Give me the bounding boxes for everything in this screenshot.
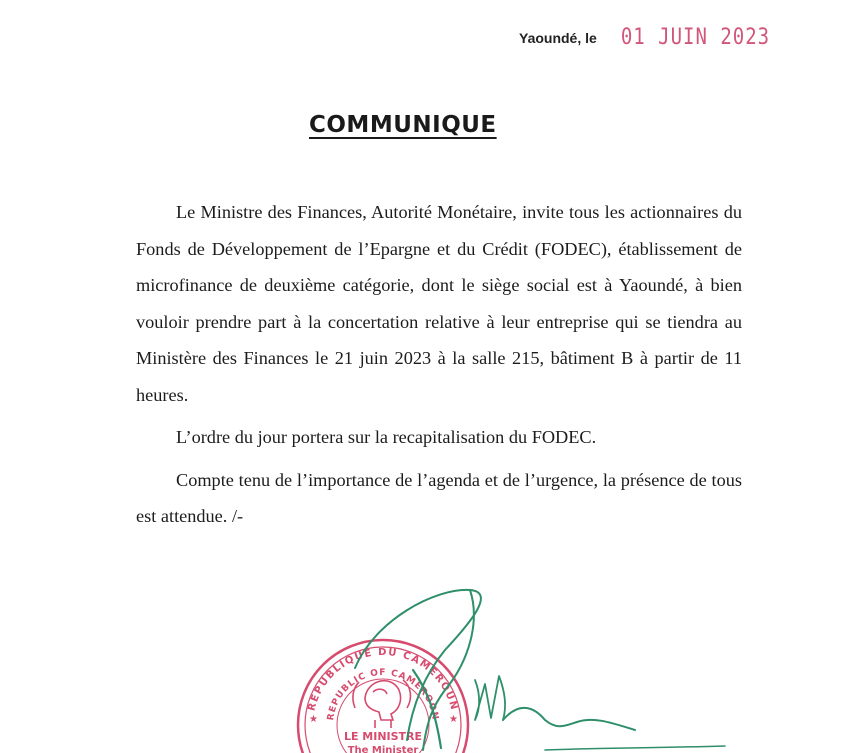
- seal-title-en: The Minister: [347, 745, 419, 753]
- document-title: COMMUNIQUE: [309, 112, 497, 138]
- communique-body: [136, 194, 742, 535]
- svg-text:★: ★: [449, 714, 458, 725]
- signature-block: [295, 580, 745, 753]
- seal-ring-text-en: REPUBLIC OF CAMEROON: [326, 667, 440, 722]
- date-stamp: 01 JUIN 2023: [620, 24, 771, 50]
- svg-text:★: ★: [309, 714, 318, 725]
- seal-ring-text-fr: REPUBLIQUE DU CAMEROUN: [306, 646, 460, 713]
- paragraph-agenda: L’ordre du jour portera sur la recapitalisation du FODEC.: [176, 427, 597, 447]
- coat-of-arms-icon: [353, 680, 411, 728]
- paragraph-invitation: Le Ministre des Finances, Autorité Monétaire, invite tous les actionnaires du Fonds de Développement de l’Epargne et du Crédit (FODEC), établissement de microfinance de deuxième catégorie, dont le siège social est à Yaoundé, à bien vouloir prendre part à la concertation relative à leur entreprise qui se tiendra au Ministère des Finances le 21 juin 2023 à la salle 215, bâtiment B à partir de 11 heures.: [136, 202, 742, 405]
- seal-and-signature: [295, 580, 745, 753]
- date-line: [519, 26, 770, 48]
- ministry-seal: [298, 640, 468, 753]
- paragraph-closing: Compte tenu de l’importance de l’agenda et de l’urgence, la présence de tous est attendue. /-: [136, 469, 742, 526]
- place-date-label: Yaoundé, le: [519, 30, 597, 46]
- handwritten-signature: [355, 590, 725, 750]
- seal-title-fr: LE MINISTRE: [343, 730, 423, 743]
